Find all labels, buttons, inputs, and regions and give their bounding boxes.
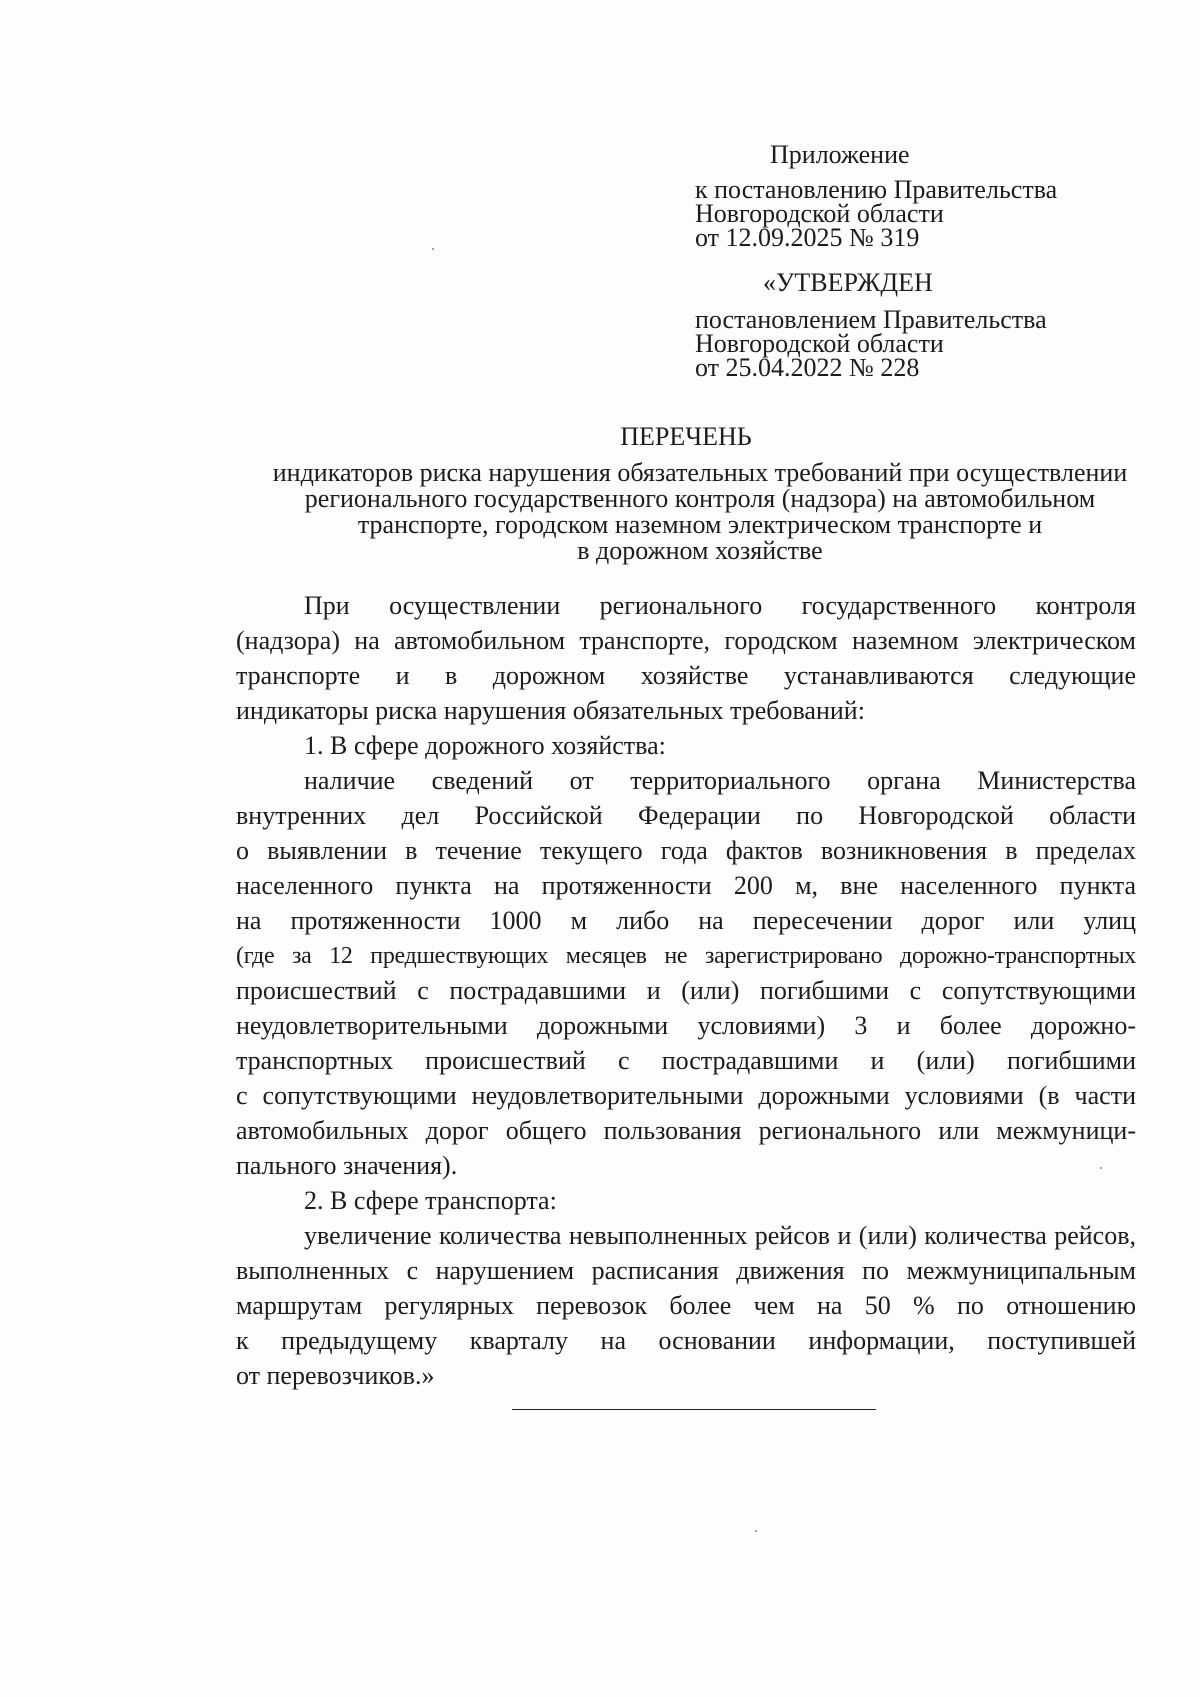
- section-2-line-1: увеличение количества невыполненных рейсов и (или) количества рейсов,: [304, 1221, 1136, 1250]
- heading-line-2: регионального государственного контроля (надзора) на автомобильном: [304, 484, 1096, 513]
- section-1-line-8: неудовлетворительными дорожными условиями) 3 и более дорожно-: [236, 1011, 1136, 1040]
- appendix-line-3: от 12.09.2025 № 319: [695, 223, 920, 252]
- section-1-line-3: о выявлении в течение текущего года фактов возникновения в пределах: [236, 836, 1136, 865]
- scan-speck: [1100, 1167, 1102, 1169]
- section-1-line-6: (где за 12 предшествующих месяцев не зарегистрировано дорожно-транспортных: [236, 943, 1136, 969]
- section-2-line-4: к предыдущему кварталу на основании информации, поступившей: [236, 1326, 1136, 1355]
- intro-line-4: индикаторы риска нарушения обязательных требований:: [236, 696, 865, 725]
- section-2-line-2: выполненных с нарушением расписания движения по межмуниципальным: [236, 1256, 1136, 1285]
- section-2-line-5: от перевозчиков.»: [236, 1361, 435, 1390]
- section-1-line-12: пального значения).: [236, 1151, 458, 1180]
- end-divider: [512, 1409, 876, 1410]
- heading-line-3: транспорте, городском наземном электрическом транспорте и: [357, 510, 1043, 539]
- heading-title: ПЕРЕЧЕНЬ: [620, 422, 752, 451]
- intro-line-1: При осуществлении регионального государственного контроля: [304, 591, 1136, 620]
- approved-line-2: Новгородской области: [695, 329, 944, 358]
- intro-line-2: (надзора) на автомобильном транспорте, городском наземном электрическом: [236, 626, 1136, 655]
- section-1-line-4: населенного пункта на протяженности 200 м, вне населенного пункта: [236, 871, 1136, 900]
- section-1-line-9: транспортных происшествий с пострадавшими и (или) погибшими: [236, 1046, 1136, 1075]
- approved-line-3: от 25.04.2022 № 228: [695, 353, 920, 382]
- section-1-line-1: наличие сведений от территориального органа Министерства: [304, 766, 1136, 795]
- section-1-line-7: происшествий с пострадавшими и (или) погибшими с сопутствующими: [236, 976, 1136, 1005]
- intro-line-3: транспорте и в дорожном хозяйстве устанавливаются следующие: [236, 661, 1136, 690]
- approved-line-1: постановлением Правительства: [695, 305, 1047, 334]
- heading-line-1: индикаторов риска нарушения обязательных требований при осуществлении: [272, 458, 1128, 487]
- section-2-line-3: маршрутам регулярных перевозок более чем на 50 % по отношению: [236, 1291, 1136, 1320]
- section-2-heading: 2. В сфере транспорта:: [304, 1186, 557, 1215]
- section-1-line-5: на протяженности 1000 м либо на пересечении дорог или улиц: [236, 906, 1136, 935]
- scan-speck: [755, 1530, 757, 1532]
- section-1-heading: 1. В сфере дорожного хозяйства:: [304, 731, 666, 760]
- section-1-line-2: внутренних дел Российской Федерации по Новгородской области: [236, 801, 1136, 830]
- approved-label: «УТВЕРЖДЕН: [763, 268, 933, 297]
- heading-line-4: в дорожном хозяйстве: [577, 536, 823, 565]
- appendix-title: Приложение: [770, 140, 910, 169]
- section-1-line-10: с сопутствующими неудовлетворительными дорожными условиями (в части: [236, 1081, 1136, 1110]
- scan-speck: [432, 248, 434, 250]
- appendix-line-2: Новгородской области: [695, 199, 944, 228]
- section-1-line-11: автомобильных дорог общего пользования регионального или межмуници-: [236, 1116, 1136, 1145]
- appendix-line-1: к постановлению Правительства: [695, 175, 1058, 204]
